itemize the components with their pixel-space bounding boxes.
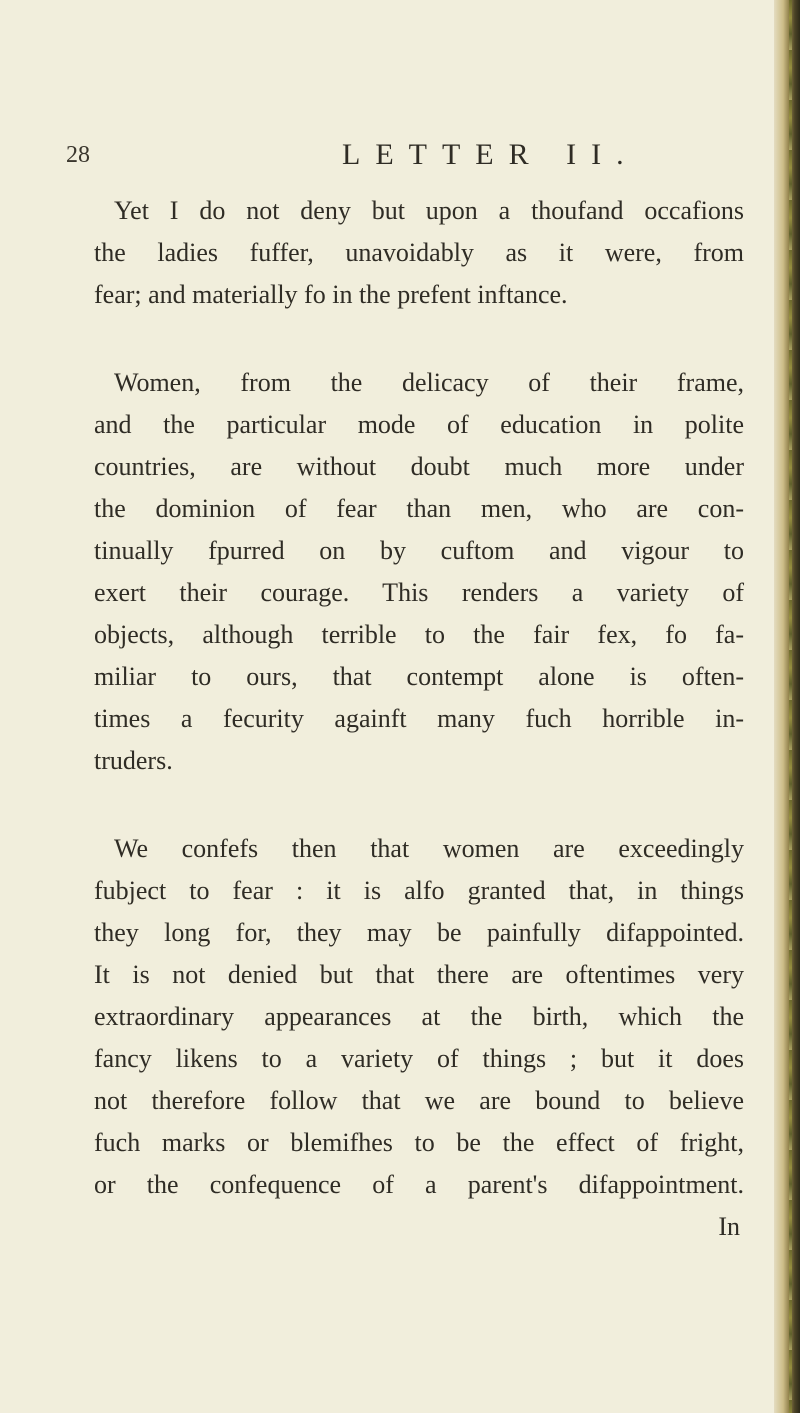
text-line: and the particular mode of education in polite bbox=[94, 410, 744, 439]
text-line: not therefore follow that we are bound to believe bbox=[94, 1086, 744, 1115]
text-line: they long for, they may be painfully difappointed. bbox=[94, 918, 744, 947]
page-header bbox=[66, 138, 746, 178]
text-line: exert their courage. This renders a variety of bbox=[94, 578, 744, 607]
text-line: It is not denied but that there are oftentimes very bbox=[94, 960, 744, 989]
text-line: Women, from the delicacy of their frame, bbox=[114, 368, 744, 397]
paragraph-1 bbox=[94, 190, 744, 316]
text-line: tinually fpurred on by cuftom and vigour to bbox=[94, 536, 744, 565]
paragraph-gap bbox=[94, 316, 744, 362]
paragraph-2 bbox=[94, 362, 744, 782]
text-line: fubject to fear : it is alfo granted that, in things bbox=[94, 876, 744, 905]
page-number: 28 bbox=[66, 142, 90, 168]
text-line: Yet I do not deny but upon a thoufand occafions bbox=[114, 196, 744, 225]
text-line: fear; and materially fo in the prefent inftance. bbox=[94, 280, 568, 309]
paragraph-gap bbox=[94, 782, 744, 828]
text-line: the dominion of fear than men, who are con- bbox=[94, 494, 744, 523]
text-line: truders. bbox=[94, 746, 173, 775]
text-line: miliar to ours, that contempt alone is often- bbox=[94, 662, 744, 691]
text-line: fuch marks or blemifhes to be the effect of fright, bbox=[94, 1128, 744, 1157]
text-line: times a fecurity againft many fuch horrible in- bbox=[94, 704, 744, 733]
text-line: countries, are without doubt much more under bbox=[94, 452, 744, 481]
text-line: extraordinary appearances at the birth, which the bbox=[94, 1002, 744, 1031]
text-line: objects, although terrible to the fair fex, fo fa- bbox=[94, 620, 744, 649]
text-line: We confefs then that women are exceedingly bbox=[114, 834, 744, 863]
catchword: In bbox=[718, 1212, 740, 1241]
text-line: fancy likens to a variety of things ; but it does bbox=[94, 1044, 744, 1073]
paragraph-3 bbox=[94, 828, 744, 1206]
body-text bbox=[94, 190, 744, 1248]
text-line: or the confequence of a parent's difappointment. bbox=[94, 1170, 744, 1199]
text-line: the ladies fuffer, unavoidably as it were, from bbox=[94, 238, 744, 267]
page-edge bbox=[774, 0, 800, 1413]
page-edge-stripe bbox=[789, 0, 792, 1413]
running-head: LETTER II. bbox=[342, 138, 639, 171]
